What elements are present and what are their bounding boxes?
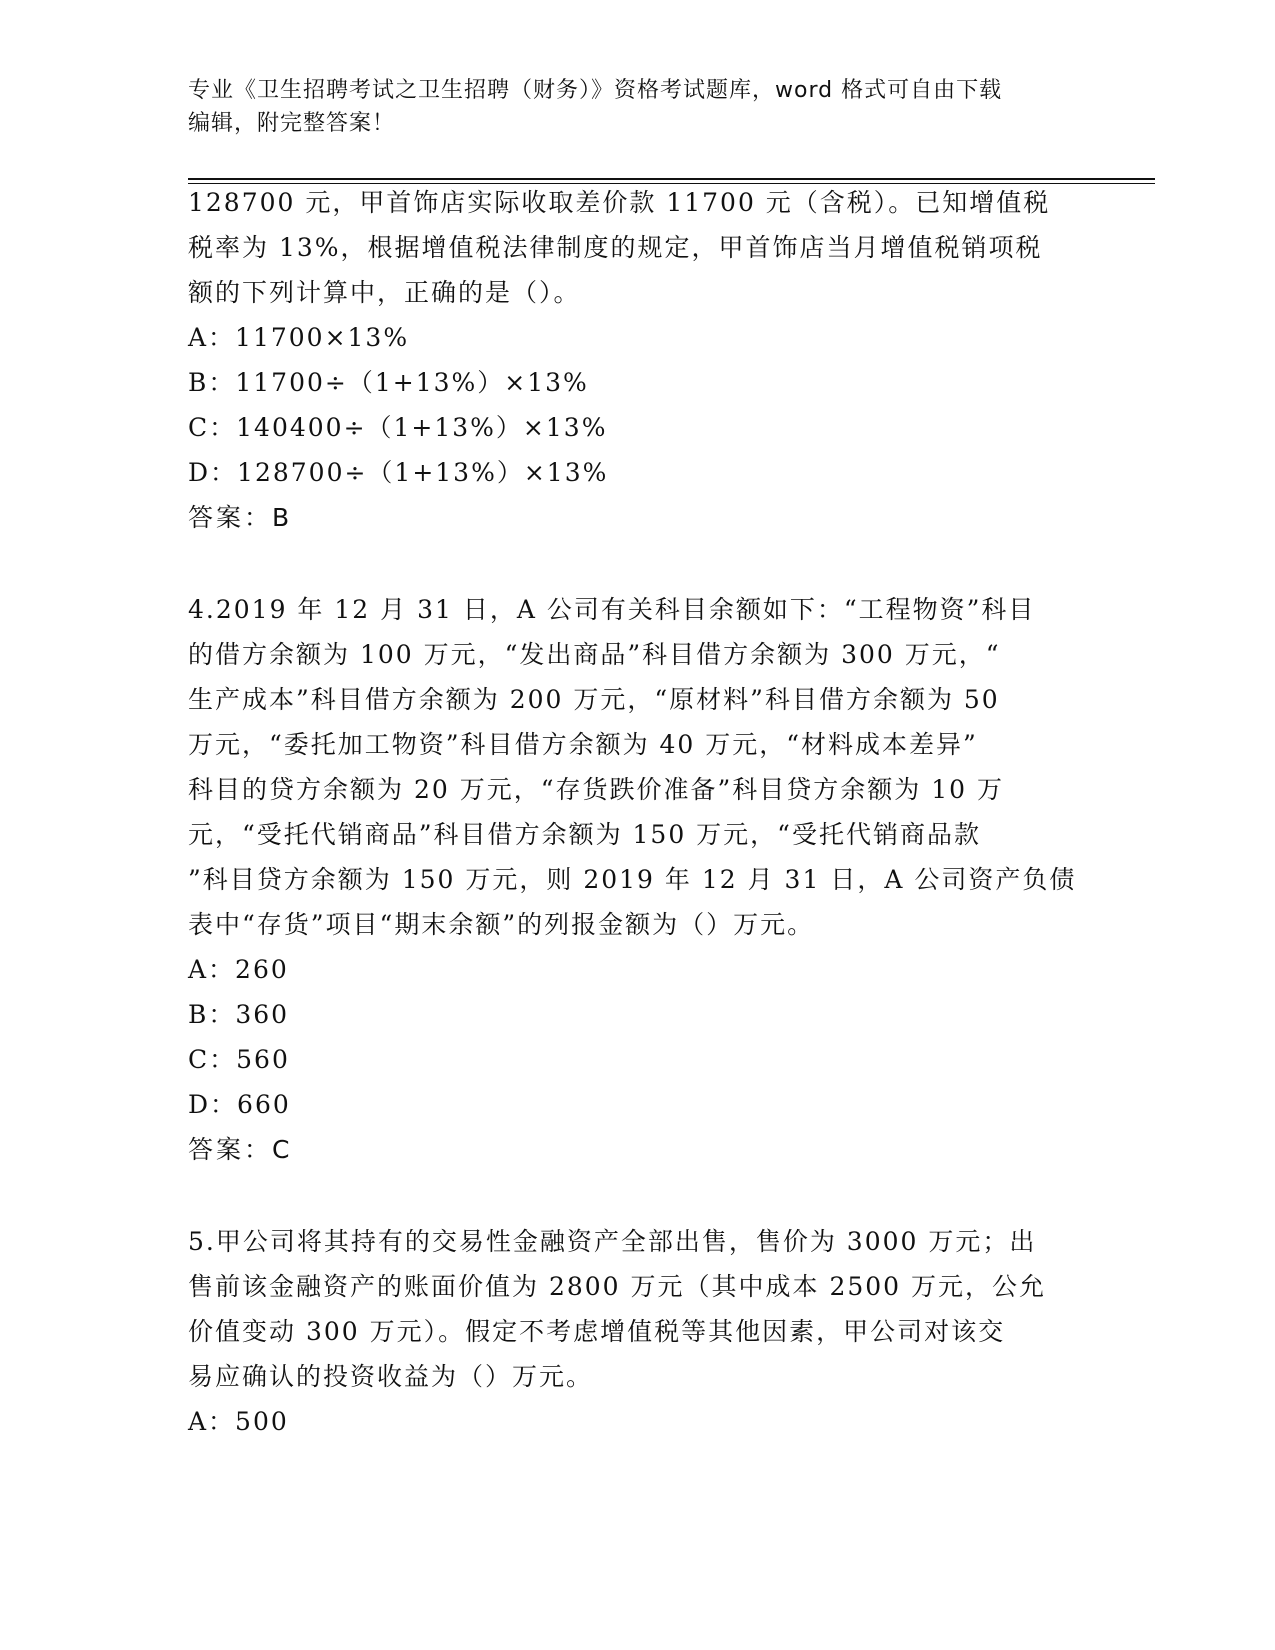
question-4-line-3: 生产成本”科目借方余额为 200 万元，“原材料”科目借方余额为 50 xyxy=(188,685,1000,714)
question-4-answer: 答案：C xyxy=(188,1135,293,1164)
question-4-line-6: 元，“受托代销商品”科目借方余额为 150 万元，“受托代销商品款 xyxy=(188,820,981,849)
question-5-option-a: A：500 xyxy=(188,1407,289,1436)
header-line-1: 专业《卫生招聘考试之卫生招聘（财务）》资格考试题库，word 格式可自由下载 xyxy=(188,78,1003,103)
question-5-line-2: 售前该金融资产的账面价值为 2800 万元（其中成本 2500 万元，公允 xyxy=(188,1272,1047,1301)
question-3-option-c: C：140400÷（1+13%）×13% xyxy=(188,413,608,442)
question-4-option-b: B：360 xyxy=(188,1000,290,1029)
question-spacer xyxy=(188,1172,1098,1219)
question-3-option-a: A：11700×13% xyxy=(188,323,410,352)
question-4-line-2: 的借方余额为 100 万元，“发出商品”科目借方余额为 300 万元，“ xyxy=(188,640,1001,669)
header-line-2: 编辑，附完整答案！ xyxy=(188,111,396,136)
question-4-line-1: 4.2019 年 12 月 31 日，A 公司有关科目余额如下：“工程物资”科目 xyxy=(188,595,1036,624)
question-spacer xyxy=(188,540,1098,587)
question-4-line-8: 表中“存货”项目“期末余额”的列报金额为（）万元。 xyxy=(188,910,815,939)
page-header xyxy=(188,74,1088,140)
question-4-line-5: 科目的贷方余额为 20 万元，“存货跌价准备”科目贷方余额为 10 万 xyxy=(188,775,1004,804)
question-3-option-b: B：11700÷（1+13%）×13% xyxy=(188,368,589,397)
question-3-line-3: 额的下列计算中，正确的是（）。 xyxy=(188,278,581,307)
question-4 xyxy=(188,587,1098,1172)
question-4-line-4: 万元，“委托加工物资”科目借方余额为 40 万元，“材料成本差异” xyxy=(188,730,978,759)
question-5-line-1: 5.甲公司将其持有的交易性金融资产全部出售，售价为 3000 万元；出 xyxy=(188,1227,1037,1256)
question-3-option-d: D：128700÷（1+13%）×13% xyxy=(188,458,609,487)
question-4-option-a: A：260 xyxy=(188,955,289,984)
question-5-line-3: 价值变动 300 万元）。假定不考虑增值税等其他因素，甲公司对该交 xyxy=(188,1317,1006,1346)
question-3-line-2: 税率为 13%，根据增值税法律制度的规定，甲首饰店当月增值税销项税 xyxy=(188,233,1043,262)
question-3-answer: 答案：B xyxy=(188,503,293,532)
question-5 xyxy=(188,1219,1098,1444)
question-4-option-c: C：560 xyxy=(188,1045,290,1074)
question-4-line-7: ”科目贷方余额为 150 万元，则 2019 年 12 月 31 日，A 公司资产负债 xyxy=(188,865,1077,894)
question-3 xyxy=(188,180,1098,540)
question-3-line-1: 128700 元，甲首饰店实际收取差价款 11700 元（含税）。已知增值税 xyxy=(188,188,1051,217)
question-4-option-d: D：660 xyxy=(188,1090,291,1119)
question-5-line-4: 易应确认的投资收益为（）万元。 xyxy=(188,1362,594,1391)
document-body xyxy=(188,180,1098,1444)
